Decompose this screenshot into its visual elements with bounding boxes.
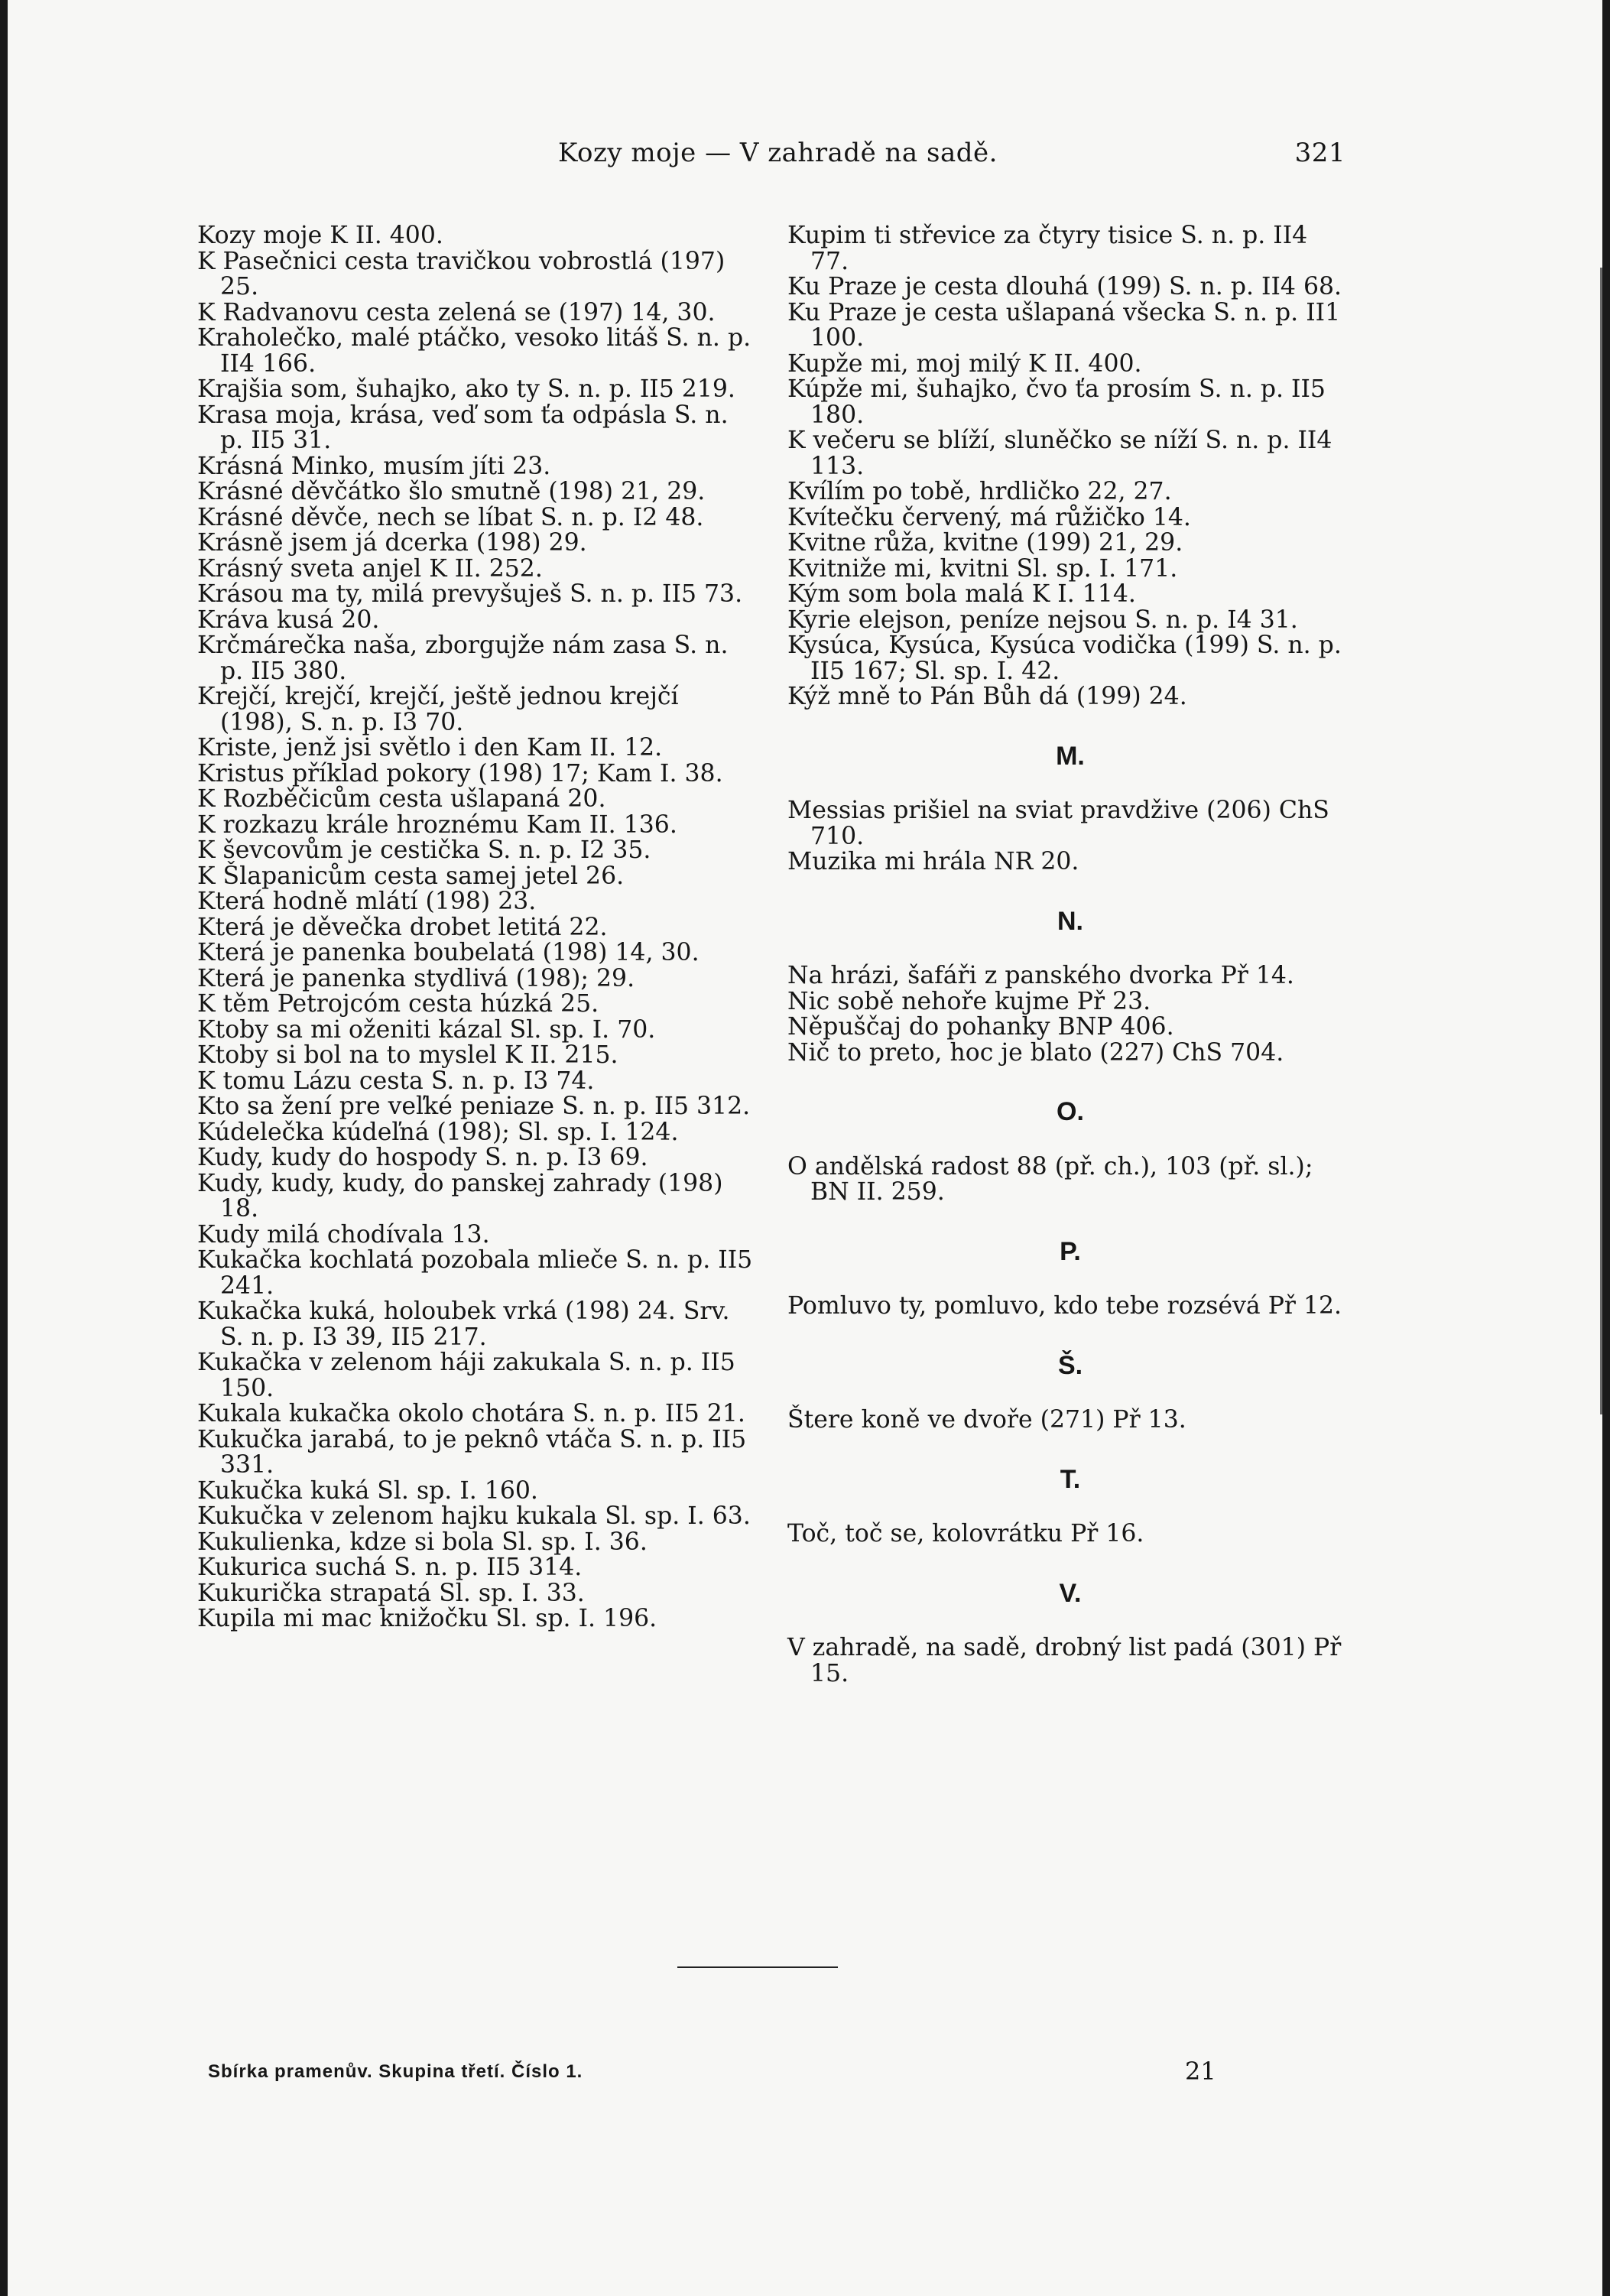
index-entry: Kýž mně to Pán Bůh dá (199) 24.: [787, 683, 1187, 710]
index-entry: Krásně jsem já dcerka (198) 29.: [197, 529, 587, 557]
index-entry: Krásná Minko, musím jíti 23.: [197, 452, 551, 480]
index-entry: Kraholečko, malé ptáčko, vesoko litáš S. n. p. II4 166.: [197, 324, 751, 378]
index-entry: Kvílím po tobě, hrdličko 22, 27.: [787, 478, 1172, 505]
index-entry: Kukačka kochlatá pozobala mlieče S. n. p. II5 241.: [197, 1246, 753, 1300]
index-entry: Kukala kukačka okolo chotára S. n. p. II5 21.: [197, 1400, 745, 1427]
index-entry: Kozy moje K II. 400.: [197, 222, 443, 249]
index-entry: K ševcovům je cestička S. n. p. I2 35.: [197, 836, 651, 864]
index-entry: Krásné děvče, nech se líbat S. n. p. I2 48.: [197, 503, 704, 531]
index-entry: Ktoby sa mi oženiti kázal Sl. sp. I. 70.: [197, 1015, 656, 1044]
page-number: 321: [1294, 138, 1345, 168]
index-entry: Kukačka v zelenom háji zakukala S. n. p. II5 150.: [197, 1349, 735, 1402]
index-entry: Kysúca, Kysúca, Kysúca vodička (199) S. n. p. II5 167; Sl. sp. I. 42.: [787, 632, 1342, 685]
index-entry: O andělská radost 88 (př. ch.), 103 (př. sl.); BN II. 259.: [787, 1152, 1313, 1206]
section-heading: P.: [1060, 1236, 1081, 1266]
section-heading: N.: [1057, 906, 1083, 936]
index-entry: Kyrie elejson, peníze nejsou S. n. p. I4 31.: [787, 606, 1298, 634]
index-entry: Muzika mi hrála NR 20.: [787, 848, 1079, 875]
section-heading: O.: [1057, 1097, 1084, 1126]
index-entry: Krčmárečka naša, zborgujže nám zasa S. n. p. II5 380.: [197, 632, 729, 685]
index-entry: Kukučka jarabá, to je peknô vtáča S. n. p. II5 331.: [197, 1425, 747, 1479]
index-entry: Kudy milá chodívala 13.: [197, 1220, 490, 1249]
index-entry: Krejčí, krejčí, krejčí, ještě jednou krejčí (198), S. n. p. I3 70.: [197, 683, 679, 736]
index-entry: K tomu Lázu cesta S. n. p. I3 74.: [197, 1067, 595, 1095]
index-entry: Štere koně ve dvoře (271) Př 13.: [787, 1406, 1186, 1434]
index-entry: Která je panenka boubelatá (198) 14, 30.: [197, 939, 700, 966]
index-entry: K večeru se blíží, sluněčko se níží S. n. p. II4 113.: [787, 427, 1332, 480]
section-heading: T.: [1060, 1464, 1081, 1494]
index-entry: Pomluvo ty, pomluvo, kdo tebe rozsévá Př 12.: [787, 1292, 1342, 1320]
index-entry: K rozkazu krále hroznému Kam II. 136.: [197, 810, 677, 839]
index-entry: Kúdelečka kúdeľná (198); Sl. sp. I. 124.: [197, 1118, 679, 1146]
index-entry: Kukulienka, kdze si bola Sl. sp. I. 36.: [197, 1528, 648, 1556]
index-entry: Kupila mi mac knižočku Sl. sp. I. 196.: [197, 1605, 657, 1632]
index-entry: K Pasečnici cesta travičkou vobrostlá (197) 25.: [197, 247, 725, 300]
footer-rule: [677, 1966, 838, 1968]
section-heading: V.: [1059, 1578, 1082, 1608]
index-entry: Ku Praze je cesta dlouhá (199) S. n. p. II4 68.: [787, 273, 1342, 300]
index-entry: Ku Praze je cesta ušlapaná všecka S. n. p. II1 100.: [787, 298, 1341, 352]
index-entry: Krajšia som, šuhajko, ako ty S. n. p. II5 219.: [197, 375, 735, 403]
index-entry: Krásné děvčátko šlo smutně (198) 21, 29.: [197, 478, 706, 505]
right-column: [787, 223, 1353, 1687]
page: [8, 0, 1602, 2296]
index-entry: Která je panenka stydlivá (198); 29.: [197, 964, 635, 992]
index-entry: Kukurička strapatá Sl. sp. I. 33.: [197, 1579, 585, 1607]
index-entry: Kvítečku červený, má růžičko 14.: [787, 503, 1191, 531]
index-entry: Kristus příklad pokory (198) 17; Kam I. 38.: [197, 759, 723, 788]
section-heading: M.: [1056, 741, 1085, 771]
index-entry: Kupže mi, moj milý K II. 400.: [787, 349, 1142, 378]
footer-sheet-number: 21: [1185, 2057, 1216, 2086]
index-entry: Krásný sveta anjel K II. 252.: [197, 554, 543, 583]
index-entry: Messias prišiel na sviat pravdžive (206) ChS 710.: [787, 797, 1329, 850]
index-entry: Něpuščaj do pohanky BNP 406.: [787, 1013, 1174, 1041]
index-entry: Kukurica suchá S. n. p. II5 314.: [197, 1554, 583, 1581]
index-entry: Kukačka kuká, holoubek vrká (198) 24. Srv. S. n. p. I3 39, II5 217.: [197, 1297, 730, 1351]
index-entry: Krásou ma ty, milá prevyšuješ S. n. p. II5 73.: [197, 580, 743, 608]
index-entry: Kudy, kudy do hospody S. n. p. I3 69.: [197, 1144, 648, 1171]
index-entry: Kukučka v zelenom hajku kukala Sl. sp. I. 63.: [197, 1502, 751, 1530]
index-entry: V zahradě, na sadě, drobný list padá (301) Př 15.: [787, 1634, 1342, 1687]
index-entry: Ktoby si bol na to myslel K II. 215.: [197, 1041, 618, 1069]
index-entry: Nic sobě nehoře kujme Př 23.: [787, 987, 1151, 1015]
page-edge-line: [1600, 268, 1602, 1414]
index-entry: Kráva kusá 20.: [197, 606, 380, 634]
index-entry: Kriste, jenž jsi světlo i den Kam II. 12.: [197, 734, 663, 762]
index-entry: K Šlapanicům cesta samej jetel 26.: [197, 862, 625, 890]
index-entry: Kúpže mi, šuhajko, čvo ťa prosím S. n. p. II5 180.: [787, 375, 1326, 429]
index-entry: K Radvanovu cesta zelená se (197) 14, 30.: [197, 298, 716, 326]
index-entry: Která je děvečka drobet letitá 22.: [197, 913, 608, 941]
left-column: [197, 223, 755, 1632]
index-entry: Na hrázi, šafáři z panského dvorka Př 14.: [787, 962, 1294, 989]
index-entry: K těm Petrojcóm cesta húzká 25.: [197, 990, 599, 1018]
index-entry: Kvitniže mi, kvitni Sl. sp. I. 171.: [787, 554, 1178, 583]
index-entry: Nič to preto, hoc je blato (227) ChS 704.: [787, 1038, 1284, 1067]
index-entry: Toč, toč se, kolovrátku Př 16.: [787, 1520, 1144, 1547]
index-entry: Kto sa žení pre veľké peniaze S. n. p. II5 312.: [197, 1093, 751, 1120]
index-entry: Kvitne růža, kvitne (199) 21, 29.: [787, 529, 1183, 557]
index-entry: Kukučka kuká Sl. sp. I. 160.: [197, 1476, 538, 1505]
section-heading: Š.: [1057, 1350, 1083, 1380]
index-entry: Krasa moja, krása, veď som ťa odpásla S. n. p. II5 31.: [197, 401, 729, 454]
index-entry: K Rozběčicům cesta ušlapaná 20.: [197, 785, 606, 813]
index-entry: Kudy, kudy, kudy, do panskej zahrady (198) 18.: [197, 1169, 723, 1223]
header-title: Kozy moje — V zahradě na sadě.: [558, 138, 998, 168]
index-entry: Kým som bola malá K I. 114.: [787, 580, 1136, 608]
index-entry: Která hodně mlátí (198) 23.: [197, 888, 537, 915]
index-entry: Kupim ti střevice za čtyry tisice S. n. p. II4 77.: [787, 222, 1308, 275]
footer-series: Sbírka pramenův. Skupina třetí. Číslo 1.: [208, 2061, 583, 2082]
